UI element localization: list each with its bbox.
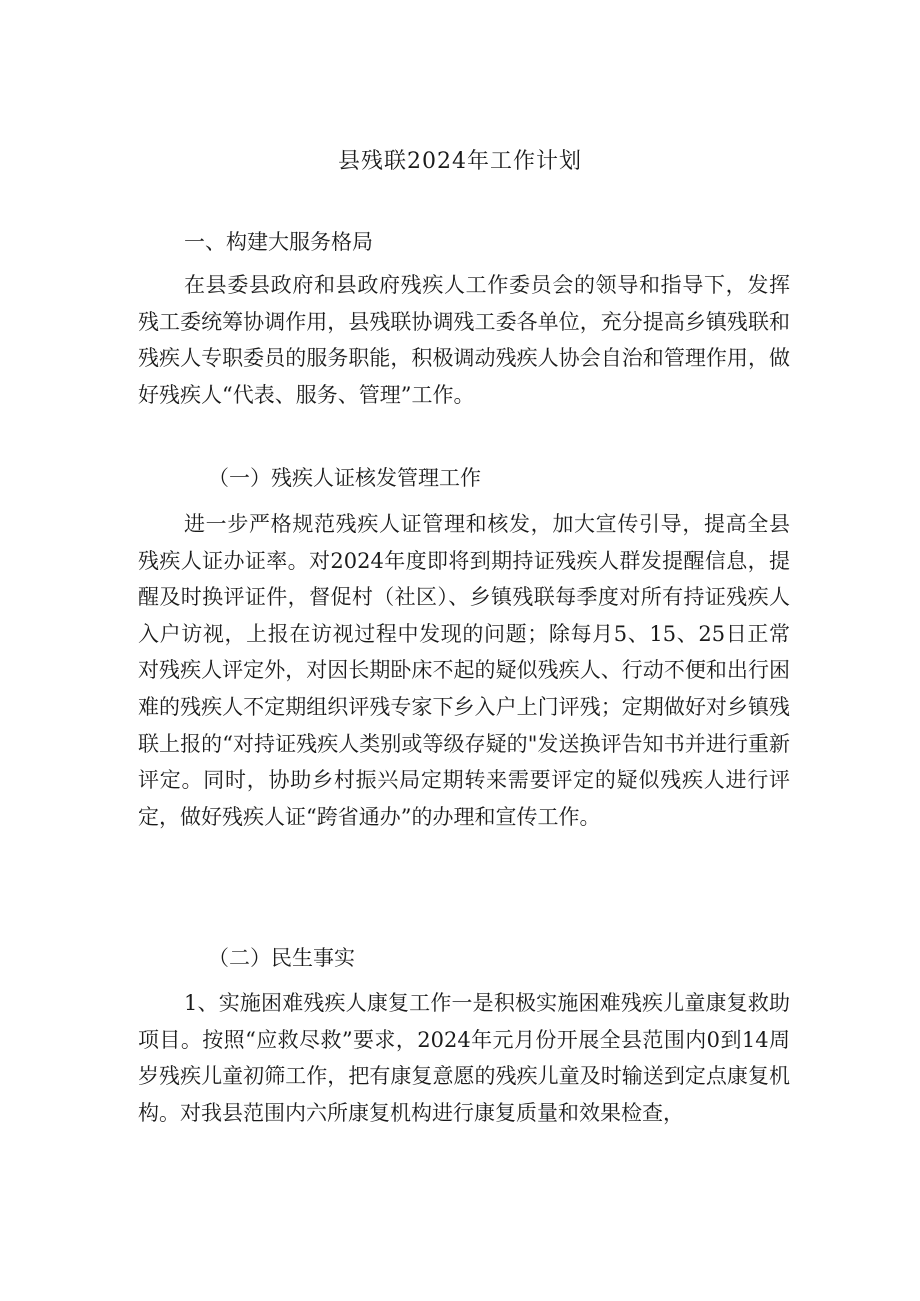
subsection-paragraph-2: 1、实施困难残疾人康复工作一是积极实施困难残疾儿童康复救助项目。按照“应救尽救”要求，2024年元月份开展全县范围内0到14周岁残疾儿童初筛工作，把有康复意愿的残疾儿童及时输送到定点康复机构。对我县范围内六所康复机构进行康复质量和效果检查， — [138, 991, 790, 1125]
subsection-paragraph-1: 进一步严格规范残疾人证管理和核发，加大宣传引导，提高全县残疾人证办证率。对2024年度即将到期持证残疾人群发提醒信息，提醒及时换评证件，督促村（社区）、乡镇残联每季度对所有持证残疾人入户访视，上报在访视过程中发现的问题；除每月5、15、25日正常对残疾人评定外，对因长期卧床不起的疑似残疾人、行动不便和出行困难的残疾人不定期组织评残专家下乡入户上门评残；定期做好对乡镇残联上报的“对持证残疾人类别或等级存疑的"发送换评告知书并进行重新评定。同时，协助乡村振兴局定期转来需要评定的疑似残疾人进行评定，做好残疾人证“跨省通办”的办理和宣传工作。 — [138, 512, 790, 829]
subsection-heading-1: （一）残疾人证核发管理工作 — [208, 466, 481, 490]
section-heading-1: 一、构建大服务格局 — [184, 230, 373, 254]
document-title: 县残联2024年工作计划 — [338, 149, 582, 174]
section-paragraph-1: 在县委县政府和县政府残疾人工作委员会的领导和指导下，发挥残工委统筹协调作用，县残联协调残工委各单位，充分提高乡镇残联和残疾人专职委员的服务职能，积极调动残疾人协会自治和管理作用，做好残疾人“代表、服务、管理”工作。 — [138, 273, 790, 407]
subsection-heading-2: （二）民生事实 — [208, 946, 355, 970]
